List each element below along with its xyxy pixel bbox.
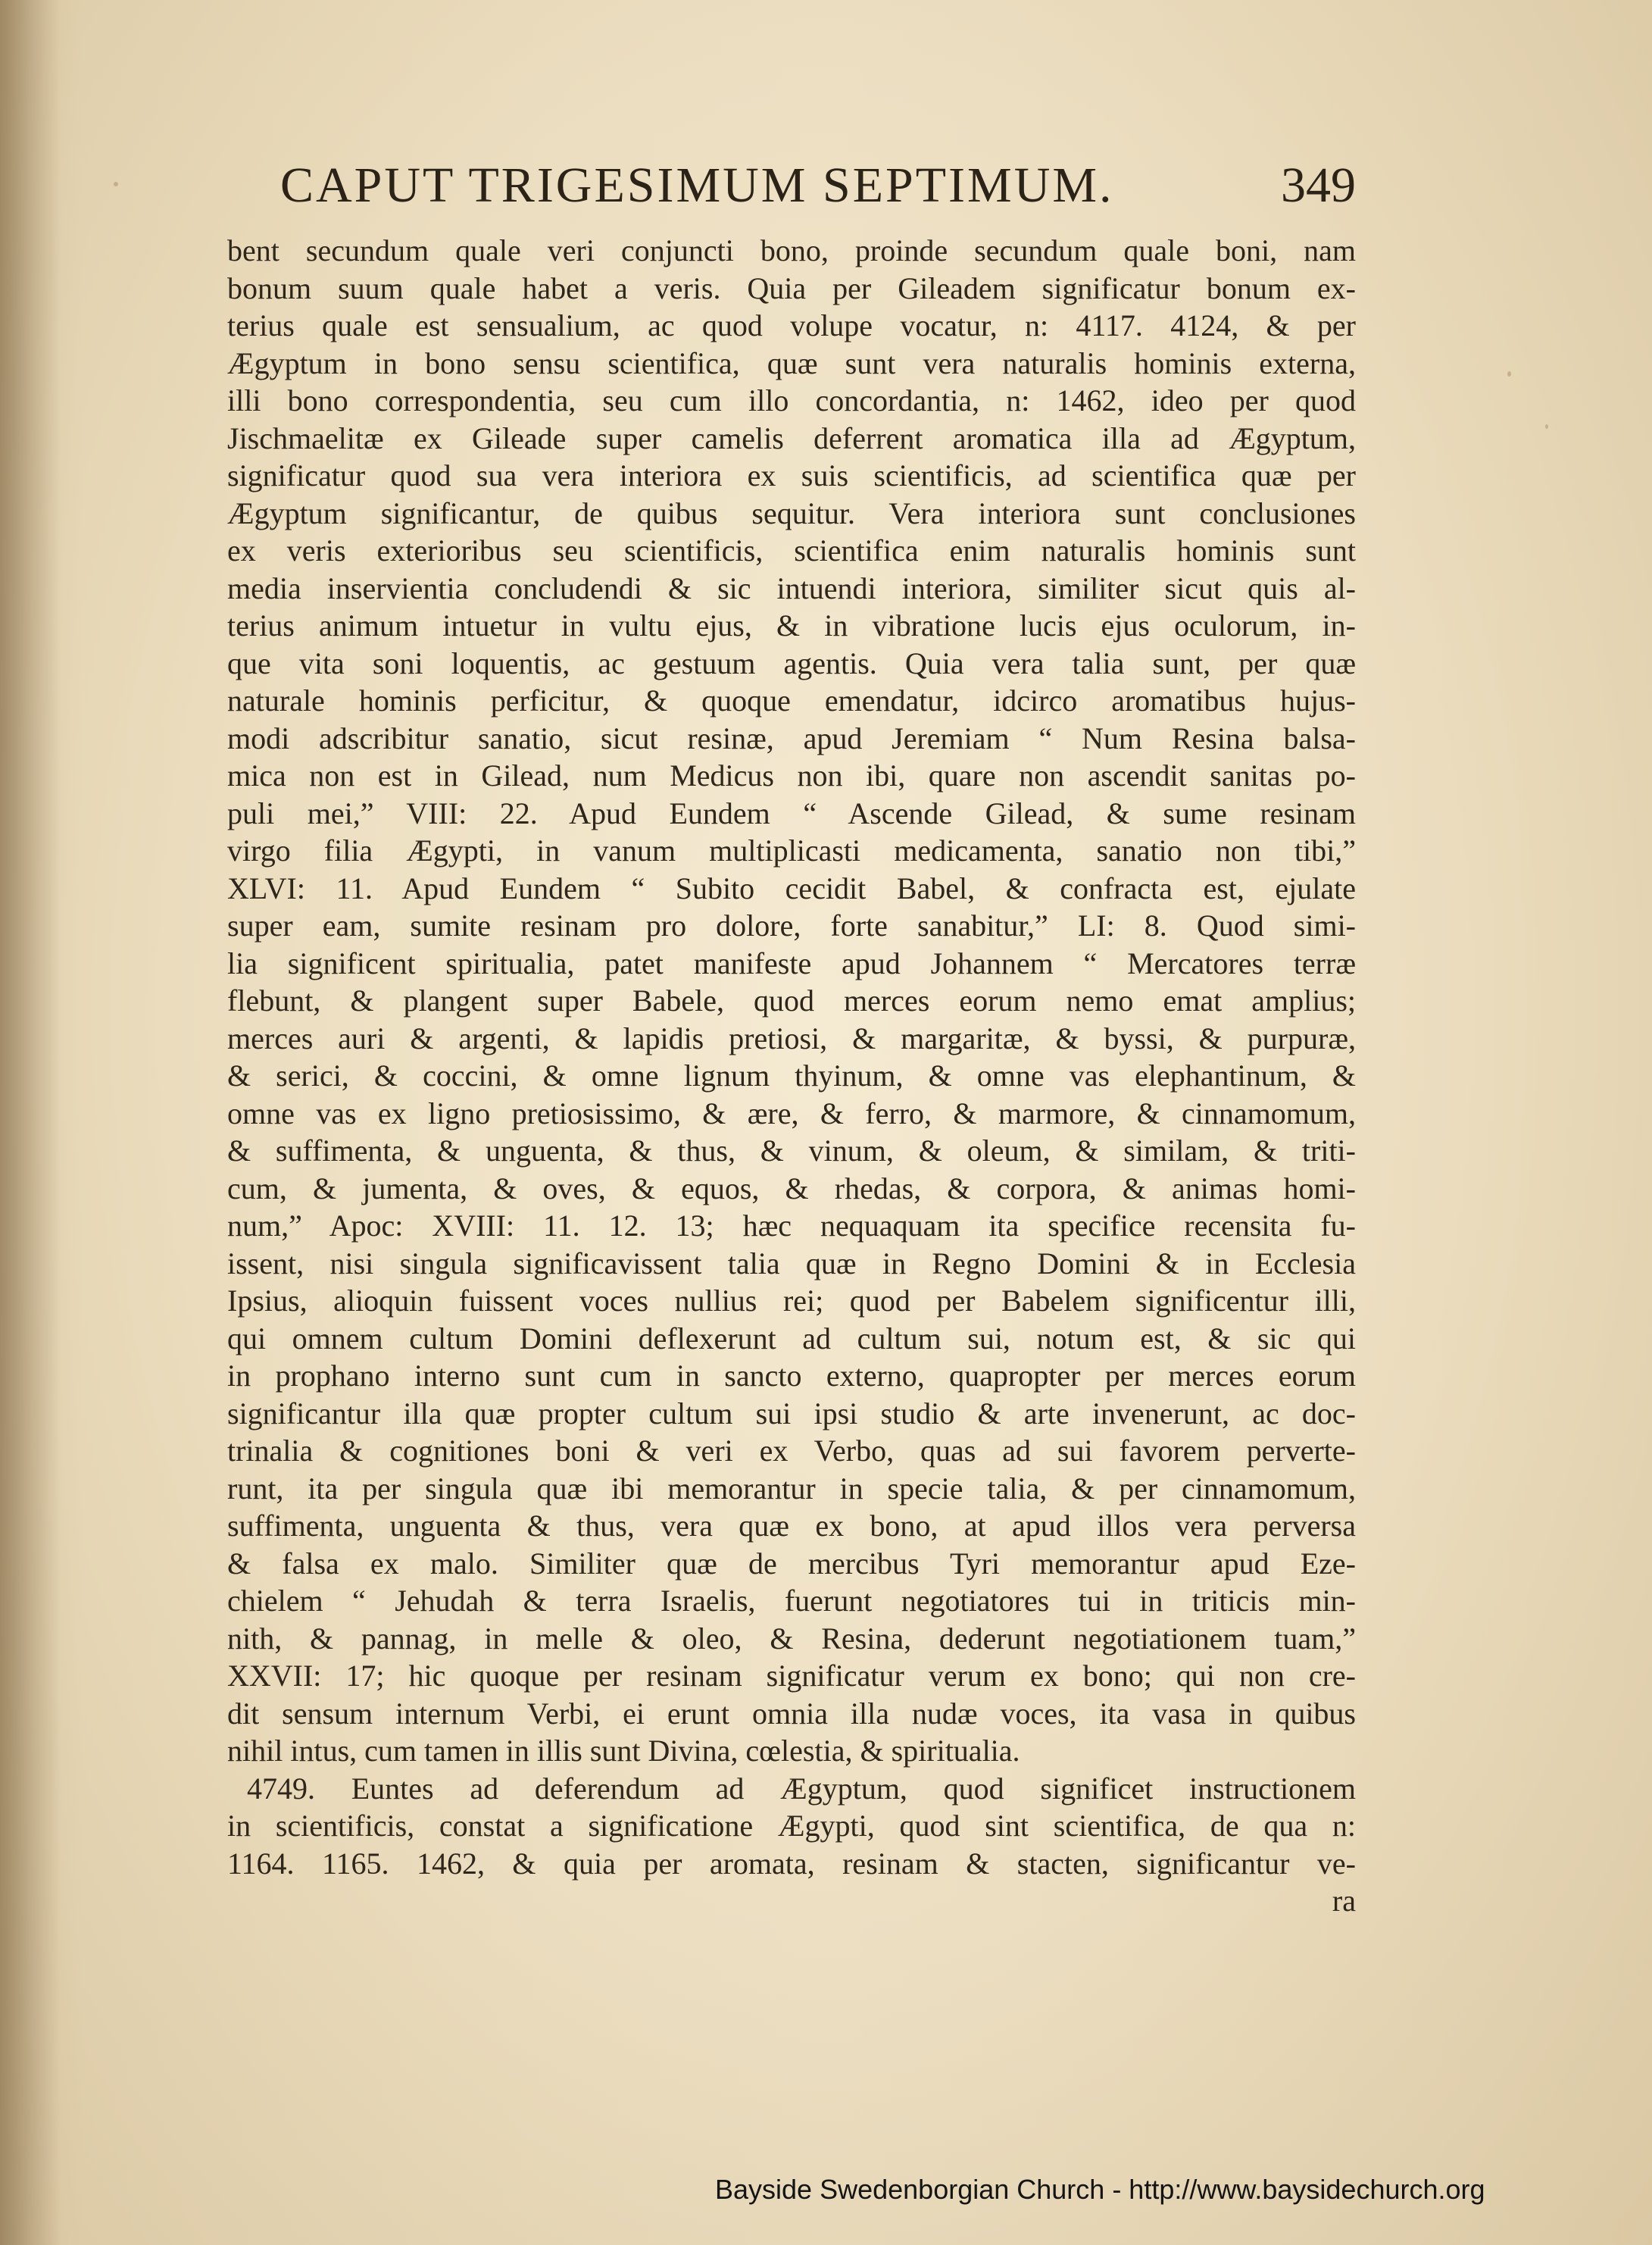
page-number: 349 <box>1281 158 1356 213</box>
foxing-spot <box>114 182 118 186</box>
text-line: dit sensum internum Verbi, ei erunt omnia illa nudæ voces, ita vasa in quibus <box>227 1696 1356 1731</box>
text-line: in scientificis, constat a significatione Ægypti, quod sint scientifica, de qua n: <box>227 1809 1356 1843</box>
running-head <box>280 152 1356 220</box>
text-line: & suffimenta, & unguenta, & thus, & vinum, & oleum, & similam, & triti- <box>227 1133 1356 1168</box>
spine-shadow <box>0 0 61 2245</box>
text-line: lia significent spiritualia, patet manifeste apud Johannem “ Mercatores terræ <box>227 946 1356 980</box>
text-line: & serici, & coccini, & omne lignum thyinum, & omne vas elephantinum, & <box>227 1058 1356 1093</box>
text-line: significantur illa quæ propter cultum sui ipsi studio & arte invenerunt, ac doc- <box>227 1396 1356 1430</box>
text-line: runt, ita per singula quæ ibi memorantur in specie talia, & per cinnamomum, <box>227 1471 1356 1506</box>
text-line: num,” Apoc: XVIII: 11. 12. 13; hæc nequaquam ita specifice recensita fu- <box>227 1208 1356 1243</box>
text-line: merces auri & argenti, & lapidis pretiosi, & margaritæ, & byssi, & purpuræ, <box>227 1021 1356 1055</box>
running-title: CAPUT TRIGESIMUM SEPTIMUM. <box>280 158 1114 213</box>
text-line: media inservientia concludendi & sic intuendi interiora, similiter sicut quis al- <box>227 571 1356 605</box>
text-line: modi adscribitur sanatio, sicut resinæ, apud Jeremiam “ Num Resina balsa- <box>227 721 1356 755</box>
text-line: Ægyptum significantur, de quibus sequitur. Vera interiora sunt conclusiones <box>227 496 1356 530</box>
text-line: flebunt, & plangent super Babele, quod merces eorum nemo emat amplius; <box>227 983 1356 1018</box>
text-line: cum, & jumenta, & oves, & equos, & rhedas, & corpora, & animas homi- <box>227 1171 1356 1205</box>
text-line: XXVII: 17; hic quoque per resinam significatur verum ex bono; qui non cre- <box>227 1659 1356 1693</box>
text-line: significatur quod sua vera interiora ex suis scientificis, ad scientifica quæ per <box>227 458 1356 492</box>
paragraph-number-line: 4749. Euntes ad deferendum ad Ægyptum, quod significet instructionem <box>247 1771 1356 1806</box>
text-line: omne vas ex ligno pretiosissimo, & ære, & ferro, & marmore, & cinnamomum, <box>227 1096 1356 1130</box>
text-line: XLVI: 11. Apud Eundem “ Subito cecidit Babel, & confracta est, ejulate <box>227 871 1356 905</box>
text-line: terius quale est sensualium, ac quod volupe vocatur, n: 4117. 4124, & per <box>227 308 1356 342</box>
text-line: suffimenta, unguenta & thus, vera quæ ex bono, at apud illos vera perversa <box>227 1509 1356 1543</box>
footer-credit: Bayside Swedenborgian Church - http://www.baysidechurch.org <box>715 2174 1485 2205</box>
text-line: ex veris exterioribus seu scientificis, scientifica enim naturalis hominis sunt <box>227 533 1356 568</box>
text-line: mica non est in Gilead, num Medicus non ibi, quare non ascendit sanitas po- <box>227 758 1356 793</box>
text-line: virgo filia Ægypti, in vanum multiplicasti medicamenta, sanatio non tibi,” <box>227 833 1356 868</box>
text-line: 1164. 1165. 1462, & quia per aromata, resinam & stacten, significantur ve- <box>227 1846 1356 1881</box>
text-line: puli mei,” VIII: 22. Apud Eundem “ Ascende Gilead, & sume resinam <box>227 796 1356 830</box>
text-line: qui omnem cultum Domini deflexerunt ad cultum sui, notum est, & sic qui <box>227 1321 1356 1355</box>
text-line: trinalia & cognitiones boni & veri ex Verbo, quas ad sui favorem perverte- <box>227 1434 1356 1468</box>
text-line: in prophano interno sunt cum in sancto externo, quapropter per merces eorum <box>227 1359 1356 1393</box>
body-text <box>227 232 1356 1920</box>
text-line: chielem “ Jehudah & terra Israelis, fuerunt negotiatores tui in triticis min- <box>227 1584 1356 1618</box>
text-line: naturale hominis perficitur, & quoque emendatur, idcirco aromatibus hujus- <box>227 683 1356 718</box>
text-line: bent secundum quale veri conjuncti bono, proinde secundum quale boni, nam <box>227 233 1356 267</box>
catchword: ra <box>1332 1884 1356 1918</box>
text-line: illi bono correspondentia, seu cum illo concordantia, n: 1462, ideo per quod <box>227 383 1356 417</box>
text-line: Jischmaelitæ ex Gileade super camelis deferrent aromatica illa ad Ægyptum, <box>227 421 1356 455</box>
foxing-spot <box>1545 424 1548 429</box>
text-line: nihil intus, cum tamen in illis sunt Divina, cœlestia, & spiritualia. <box>227 1734 1020 1768</box>
text-line: issent, nisi singula significavissent talia quæ in Regno Domini & in Ecclesia <box>227 1246 1356 1280</box>
text-line: super eam, sumite resinam pro dolore, forte sanabitur,” LI: 8. Quod simi- <box>227 908 1356 943</box>
text-line: & falsa ex malo. Similiter quæ de mercibus Tyri memorantur apud Eze- <box>227 1546 1356 1581</box>
text-line: Ipsius, alioquin fuissent voces nullius rei; quod per Babelem significentur illi, <box>227 1284 1356 1318</box>
text-line: terius animum intuetur in vultu ejus, & in vibratione lucis ejus oculorum, in- <box>227 608 1356 643</box>
text-line: bonum suum quale habet a veris. Quia per Gileadem significatur bonum ex- <box>227 270 1356 305</box>
text-line: Ægyptum in bono sensu scientifica, quæ sunt vera naturalis hominis externa, <box>227 346 1356 380</box>
text-line: que vita soni loquentis, ac gestuum agentis. Quia vera talia sunt, per quæ <box>227 646 1356 680</box>
text-line: nith, & pannag, in melle & oleo, & Resina, dederunt negotiationem tuam,” <box>227 1621 1356 1656</box>
foxing-spot <box>1507 371 1511 377</box>
